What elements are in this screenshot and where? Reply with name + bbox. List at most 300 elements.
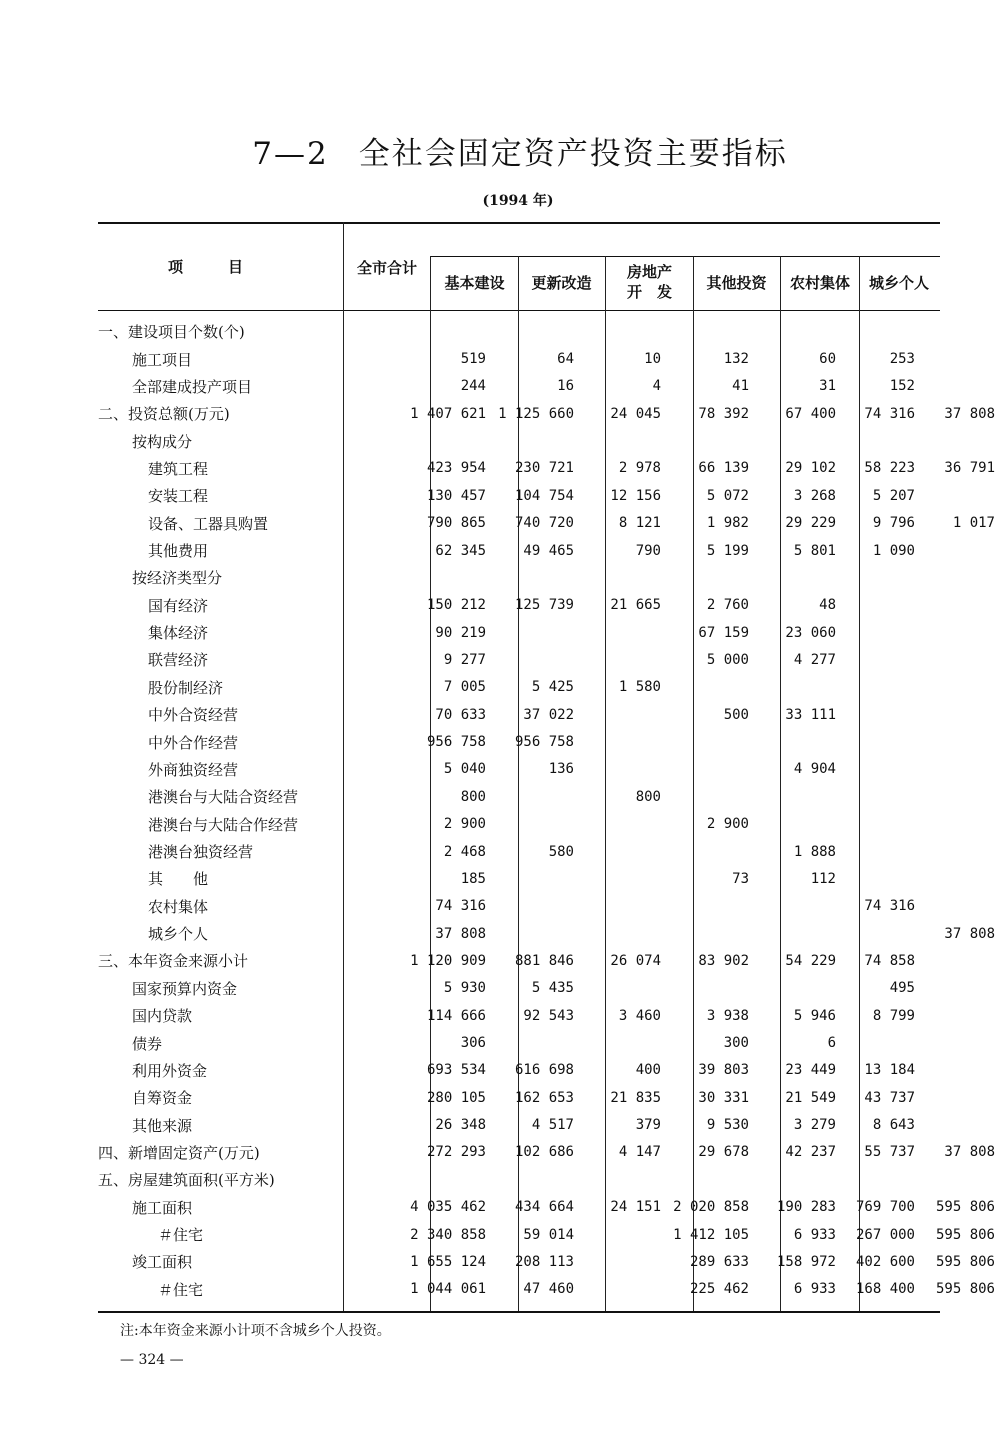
row-label: 港澳台独资经营 (148, 843, 254, 861)
header-real-estate-line1: 房地产 (626, 263, 672, 281)
cell-value: 1 044 061 (410, 1281, 486, 1298)
header-individual: 城乡个人 (868, 274, 929, 292)
cell-value: 402 600 (855, 1253, 915, 1270)
cell-value: 5 801 (793, 542, 836, 559)
header-capital-construction: 基本建设 (444, 274, 505, 292)
table-row (98, 810, 999, 837)
cell-value: 208 113 (514, 1253, 574, 1270)
cell-value (578, 318, 665, 345)
cell-value: 48 (819, 597, 836, 614)
cell-value (578, 1248, 665, 1275)
cell-value (919, 592, 999, 619)
table-row (98, 838, 999, 865)
cell-value: 41 (732, 378, 749, 395)
cell-value (919, 674, 999, 701)
cell-value: 253 (889, 351, 915, 368)
row-label: 施工面积 (132, 1198, 193, 1217)
cell-value (403, 427, 490, 454)
cell-value (919, 1002, 999, 1029)
cell-value (578, 1166, 665, 1193)
cell-value: 306 (460, 1035, 486, 1052)
cell-value: 1 580 (618, 679, 661, 696)
cell-value (490, 865, 578, 892)
cell-value (919, 1166, 999, 1193)
cell-value (840, 1029, 919, 1056)
page-number: — 324 — (120, 1352, 184, 1368)
cell-value: 162 653 (514, 1089, 574, 1106)
cell-value: 1 017 (952, 515, 995, 532)
cell-value (490, 920, 578, 947)
cell-value: 3 938 (706, 1007, 749, 1024)
cell-value (578, 756, 665, 783)
cell-value: 114 666 (426, 1007, 486, 1024)
cell-value (578, 728, 665, 755)
cell-value (840, 756, 919, 783)
cell-value: 66 139 (698, 460, 749, 477)
cell-value: 4 904 (793, 761, 836, 778)
cell-value (578, 975, 665, 1002)
cell-value: 693 534 (426, 1062, 486, 1079)
cell-value: 26 074 (610, 952, 661, 969)
cell-value: 4 (652, 378, 661, 395)
table-row (98, 920, 999, 947)
cell-value: 37 022 (523, 706, 574, 723)
table-row (98, 318, 999, 345)
cell-value (919, 537, 999, 564)
table-row (98, 865, 999, 892)
table-row (98, 756, 999, 783)
row-label: 五、房屋建筑面积(平方米) (98, 1171, 275, 1190)
table-row (98, 1276, 999, 1303)
table-row (98, 728, 999, 755)
cell-value: 230 721 (514, 460, 574, 477)
cell-value: 595 806 (935, 1281, 995, 1298)
cell-value: 150 212 (426, 597, 486, 614)
cell-value: 5 199 (706, 542, 749, 559)
row-label: 其他费用 (148, 542, 209, 561)
cell-value: 1 982 (706, 515, 749, 532)
cell-value: 64 (557, 351, 574, 368)
cell-value (403, 564, 490, 591)
cell-value: 225 462 (689, 1281, 749, 1298)
table-row (98, 783, 999, 810)
cell-value (919, 838, 999, 865)
cell-value: 112 (810, 870, 836, 887)
cell-value: 2 900 (443, 816, 486, 833)
cell-value: 16 (557, 378, 574, 395)
cell-value: 2 900 (706, 816, 749, 833)
cell-value (578, 1221, 665, 1248)
table-row (98, 1139, 999, 1166)
cell-value: 4 517 (531, 1117, 574, 1134)
table-row (98, 400, 999, 427)
header-other-investment: 其他投资 (706, 274, 767, 292)
row-label: 中外合资经营 (148, 706, 239, 725)
cell-value: 5 000 (706, 651, 749, 668)
cell-value: 67 159 (698, 624, 749, 641)
row-label: 四、新增固定资产(万元) (98, 1143, 260, 1162)
cell-value: 6 933 (793, 1226, 836, 1243)
row-label: 二、投资总额(万元) (98, 405, 230, 424)
cell-value: 400 (635, 1062, 661, 1079)
cell-value (919, 646, 999, 673)
cell-value (840, 701, 919, 728)
row-label: 港澳台与大陆合作经营 (148, 815, 299, 834)
cell-value: 595 806 (935, 1199, 995, 1216)
cell-value: 33 111 (785, 706, 836, 723)
cell-value: 3 460 (618, 1007, 661, 1024)
cell-value (840, 646, 919, 673)
cell-value (665, 427, 753, 454)
cell-value: 90 219 (435, 624, 486, 641)
cell-value (840, 728, 919, 755)
cell-value (578, 701, 665, 728)
cell-value: 956 758 (426, 734, 486, 751)
cell-value: 23 060 (785, 624, 836, 641)
row-label: 三、本年资金来源小计 (98, 952, 249, 971)
cell-value (919, 482, 999, 509)
table-row (98, 427, 999, 454)
row-label: 股份制经济 (148, 678, 224, 697)
row-label: 国有经济 (148, 596, 209, 615)
cell-value: 1 655 124 (410, 1253, 486, 1270)
header-real-estate-line2: 开 发 (626, 283, 672, 301)
cell-value: 881 846 (514, 952, 574, 969)
cell-value (753, 427, 840, 454)
cell-value (665, 1166, 753, 1193)
cell-value (919, 373, 999, 400)
cell-value: 2 340 858 (410, 1226, 486, 1243)
cell-value: 423 954 (426, 460, 486, 477)
header-bottom-rule (98, 310, 940, 311)
cell-value: 74 316 (435, 898, 486, 915)
cell-value: 136 (548, 761, 574, 778)
row-label: 全部建成投产项目 (132, 377, 253, 396)
cell-value: 37 808 (944, 925, 995, 942)
cell-value: 74 316 (864, 405, 915, 422)
cell-value (753, 783, 840, 810)
row-label: 自筹资金 (132, 1089, 193, 1108)
year-subtitle: (1994 年) (482, 193, 554, 209)
cell-value: 1 412 105 (673, 1226, 749, 1243)
cell-value: 8 799 (872, 1007, 915, 1024)
cell-value (840, 619, 919, 646)
cell-value (490, 1166, 578, 1193)
table-row (98, 373, 999, 400)
cell-value: 1 120 909 (410, 952, 486, 969)
row-label: 港澳台与大陆合资经营 (148, 788, 299, 807)
table-row (98, 674, 999, 701)
cell-value: 280 105 (426, 1089, 486, 1106)
cell-value: 3 268 (793, 487, 836, 504)
row-label: 债券 (132, 1034, 163, 1053)
cell-value: 5 207 (872, 487, 915, 504)
cell-value (578, 810, 665, 837)
header-real-estate (606, 262, 693, 302)
cell-value: 379 (635, 1117, 661, 1134)
cell-value: 152 (889, 378, 915, 395)
cell-value (578, 427, 665, 454)
cell-value (578, 920, 665, 947)
cell-value: 78 392 (698, 405, 749, 422)
cell-value: 2 760 (706, 597, 749, 614)
cell-value (490, 318, 578, 345)
cell-value: 4 035 462 (410, 1199, 486, 1216)
cell-value: 158 972 (776, 1253, 836, 1270)
row-label: 施工项目 (132, 350, 193, 369)
cell-value (919, 728, 999, 755)
cell-value (753, 975, 840, 1002)
cell-value: 49 465 (523, 542, 574, 559)
cell-value (753, 893, 840, 920)
cell-value: 37 808 (944, 1144, 995, 1161)
cell-value: 104 754 (514, 487, 574, 504)
table-row (98, 455, 999, 482)
row-label: 按经济类型分 (132, 569, 223, 588)
cell-value (578, 865, 665, 892)
cell-value: 43 737 (864, 1089, 915, 1106)
cell-value (753, 564, 840, 591)
cell-value (665, 728, 753, 755)
cell-value (578, 1276, 665, 1303)
cell-value (919, 345, 999, 372)
cell-value: 29 102 (785, 460, 836, 477)
cell-value: 74 316 (864, 898, 915, 915)
table-bottom-rule (98, 1311, 940, 1313)
table-row (98, 537, 999, 564)
table-row (98, 975, 999, 1002)
table-row (98, 1057, 999, 1084)
cell-value (578, 1029, 665, 1056)
cell-value: 2 468 (443, 843, 486, 860)
cell-value: 54 229 (785, 952, 836, 969)
cell-value (840, 427, 919, 454)
cell-value: 267 000 (855, 1226, 915, 1243)
cell-value (919, 1084, 999, 1111)
cell-value: 956 758 (514, 734, 574, 751)
cell-value: 21 549 (785, 1089, 836, 1106)
row-label: 其 他 (148, 870, 209, 889)
cell-value: 495 (889, 980, 915, 997)
row-label: 建筑工程 (148, 459, 209, 478)
table-row (98, 482, 999, 509)
cell-value (919, 564, 999, 591)
cell-value (919, 783, 999, 810)
cell-value: 125 739 (514, 597, 574, 614)
cell-value: 37 808 (944, 405, 995, 422)
cell-value: 29 678 (698, 1144, 749, 1161)
cell-value (840, 783, 919, 810)
cell-value: 1 888 (793, 843, 836, 860)
cell-value (578, 893, 665, 920)
cell-value: 132 (723, 351, 749, 368)
cell-value (919, 701, 999, 728)
cell-value: 790 (635, 542, 661, 559)
row-label: 设备、工器具购置 (148, 514, 269, 533)
cell-value: 5 072 (706, 487, 749, 504)
cell-value: 9 796 (872, 515, 915, 532)
cell-value (665, 920, 753, 947)
table-row (98, 893, 999, 920)
cell-value: 74 858 (864, 952, 915, 969)
cell-value: 2 978 (618, 460, 661, 477)
table-row (98, 1029, 999, 1056)
cell-value (578, 646, 665, 673)
cell-value: 5 435 (531, 980, 574, 997)
cell-value (490, 619, 578, 646)
table-row (98, 564, 999, 591)
cell-value (919, 975, 999, 1002)
row-label: 其他来源 (132, 1116, 193, 1135)
cell-value (840, 865, 919, 892)
cell-value (840, 592, 919, 619)
cell-value: 244 (460, 378, 486, 395)
cell-value (578, 564, 665, 591)
cell-value: 4 277 (793, 651, 836, 668)
cell-value (665, 318, 753, 345)
cell-value: 580 (548, 843, 574, 860)
row-label: 外商独资经营 (148, 760, 239, 779)
cell-value: 21 665 (610, 597, 661, 614)
cell-value: 8 121 (618, 515, 661, 532)
cell-value: 6 933 (793, 1281, 836, 1298)
page-title (0, 128, 1000, 173)
cell-value (665, 756, 753, 783)
cell-value: 70 633 (435, 706, 486, 723)
cell-value: 9 277 (443, 651, 486, 668)
cell-value: 6 (827, 1035, 836, 1052)
cell-value (919, 810, 999, 837)
cell-value (490, 564, 578, 591)
cell-value (490, 810, 578, 837)
table-row (98, 1248, 999, 1275)
cell-value: 36 791 (944, 460, 995, 477)
cell-value (753, 674, 840, 701)
cell-value: 3 279 (793, 1117, 836, 1134)
cell-value (578, 838, 665, 865)
table-row (98, 701, 999, 728)
cell-value: 24 045 (610, 405, 661, 422)
cell-value: 289 633 (689, 1253, 749, 1270)
table-title: 全社会固定资产投资主要指标 (358, 136, 788, 172)
header-item: 项 目 (168, 258, 244, 276)
cell-value (919, 619, 999, 646)
cell-value: 29 229 (785, 515, 836, 532)
cell-value: 500 (723, 706, 749, 723)
cell-value: 31 (819, 378, 836, 395)
cell-value: 67 400 (785, 405, 836, 422)
cell-value (578, 619, 665, 646)
footnote: 注:本年资金来源小计项不含城乡个人投资。 (120, 1323, 391, 1339)
cell-value: 1 090 (872, 542, 915, 559)
cell-value: 7 005 (443, 679, 486, 696)
cell-value: 5 040 (443, 761, 486, 778)
cell-value (919, 1057, 999, 1084)
table-row (98, 345, 999, 372)
cell-value (840, 810, 919, 837)
cell-value: 23 449 (785, 1062, 836, 1079)
cell-value: 47 460 (523, 1281, 574, 1298)
table-row (98, 947, 999, 974)
cell-value: 30 331 (698, 1089, 749, 1106)
cell-value: 58 223 (864, 460, 915, 477)
cell-value (840, 674, 919, 701)
row-label: 农村集体 (148, 897, 209, 916)
row-label: 国内贷款 (132, 1007, 193, 1026)
cell-value: 39 803 (698, 1062, 749, 1079)
cell-value: 800 (635, 788, 661, 805)
header-total: 全市合计 (356, 259, 417, 277)
cell-value: 60 (819, 351, 836, 368)
table-row (98, 1194, 999, 1221)
cell-value: 37 808 (435, 925, 486, 942)
cell-value: 272 293 (426, 1144, 486, 1161)
cell-value: 2 020 858 (673, 1199, 749, 1216)
row-label: 按构成分 (132, 432, 193, 451)
cell-value (665, 893, 753, 920)
row-label: 一、建设项目个数(个) (98, 323, 245, 342)
cell-value (919, 1029, 999, 1056)
cell-value: 26 348 (435, 1117, 486, 1134)
table-row (98, 510, 999, 537)
cell-value: 21 835 (610, 1089, 661, 1106)
cell-value (840, 318, 919, 345)
cell-value (665, 783, 753, 810)
cell-value (919, 427, 999, 454)
row-label: 利用外资金 (132, 1061, 208, 1080)
row-label: 集体经济 (148, 624, 209, 643)
cell-value: 1 407 621 (410, 405, 486, 422)
cell-value: 790 865 (426, 515, 486, 532)
cell-value: 595 806 (935, 1253, 995, 1270)
cell-value: 1 125 660 (498, 405, 574, 422)
cell-value: 102 686 (514, 1144, 574, 1161)
cell-value (665, 975, 753, 1002)
header-rural-collective: 农村集体 (789, 274, 850, 292)
cell-value: 12 156 (610, 487, 661, 504)
cell-value (403, 318, 490, 345)
cell-value (919, 893, 999, 920)
row-label: ＃住宅 (158, 1280, 204, 1299)
row-label: 安装工程 (148, 487, 209, 506)
cell-value (753, 1166, 840, 1193)
cell-value: 9 530 (706, 1117, 749, 1134)
cell-value: 83 902 (698, 952, 749, 969)
cell-value (840, 1166, 919, 1193)
cell-value (753, 920, 840, 947)
table-row (98, 619, 999, 646)
table-row (98, 1111, 999, 1138)
cell-value: 5 946 (793, 1007, 836, 1024)
table-row (98, 1166, 999, 1193)
cell-value: 5 930 (443, 980, 486, 997)
data-table (98, 318, 999, 1303)
cell-value: 59 014 (523, 1226, 574, 1243)
row-label: 城乡个人 (148, 925, 209, 944)
cell-value (665, 674, 753, 701)
cell-value (490, 783, 578, 810)
cell-value: 130 457 (426, 487, 486, 504)
cell-value (490, 646, 578, 673)
row-label: 联营经济 (148, 651, 209, 670)
table-row (98, 646, 999, 673)
cell-value: 434 664 (514, 1199, 574, 1216)
cell-value: 616 698 (514, 1062, 574, 1079)
cell-value: 62 345 (435, 542, 486, 559)
cell-value (753, 318, 840, 345)
cell-value: 800 (460, 788, 486, 805)
cell-value: 168 400 (855, 1281, 915, 1298)
